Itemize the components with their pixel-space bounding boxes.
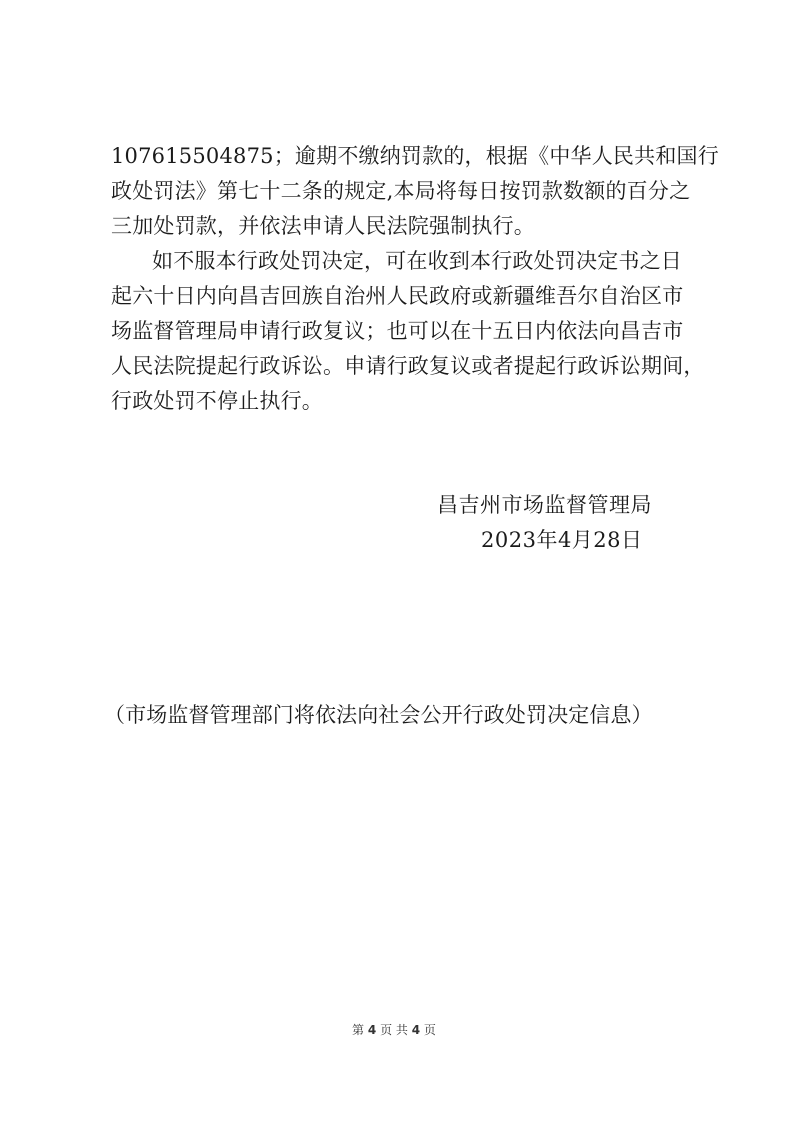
signature-agency: 昌吉州市场监督管理局 [437, 493, 652, 517]
page-footer [0, 1022, 788, 1038]
footer-page-number: 4 [367, 1023, 377, 1037]
paragraph2-line-2: 起六十日内向昌吉回族自治州人民政府或新疆维吾尔自治区市 [111, 284, 684, 308]
footer-middle: 页 共 [380, 1023, 408, 1037]
paragraph2-line-5: 行政处罚不停止执行。 [111, 389, 323, 413]
footer-suffix: 页 [423, 1023, 436, 1037]
signature-date: 2023年4月28日 [481, 528, 643, 552]
paragraph2-line-4: 人民法院提起行政诉讼。申请行政复议或者提起行政诉讼期间， [111, 354, 705, 378]
paragraph1-line-1: 107615504875；逾期不缴纳罚款的，根据《中华人民共和国行 [111, 144, 719, 168]
footer-total-pages: 4 [411, 1023, 421, 1037]
paragraph2-line-3: 场监督管理局申请行政复议；也可以在十五日内依法向昌吉市 [111, 319, 684, 343]
disclosure-notice: （市场监督管理部门将依法向社会公开行政处罚决定信息） [104, 703, 653, 727]
paragraph2-line-1: 如不服本行政处罚决定，可在收到本行政处罚决定书之日 [152, 249, 682, 273]
footer-prefix: 第 [352, 1023, 365, 1037]
paragraph1-line-3: 三加处罚款，并依法申请人民法院强制执行。 [111, 214, 535, 238]
paragraph1-line-2: 政处罚法》第七十二条的规定,本局将每日按罚款数额的百分之 [111, 179, 691, 203]
